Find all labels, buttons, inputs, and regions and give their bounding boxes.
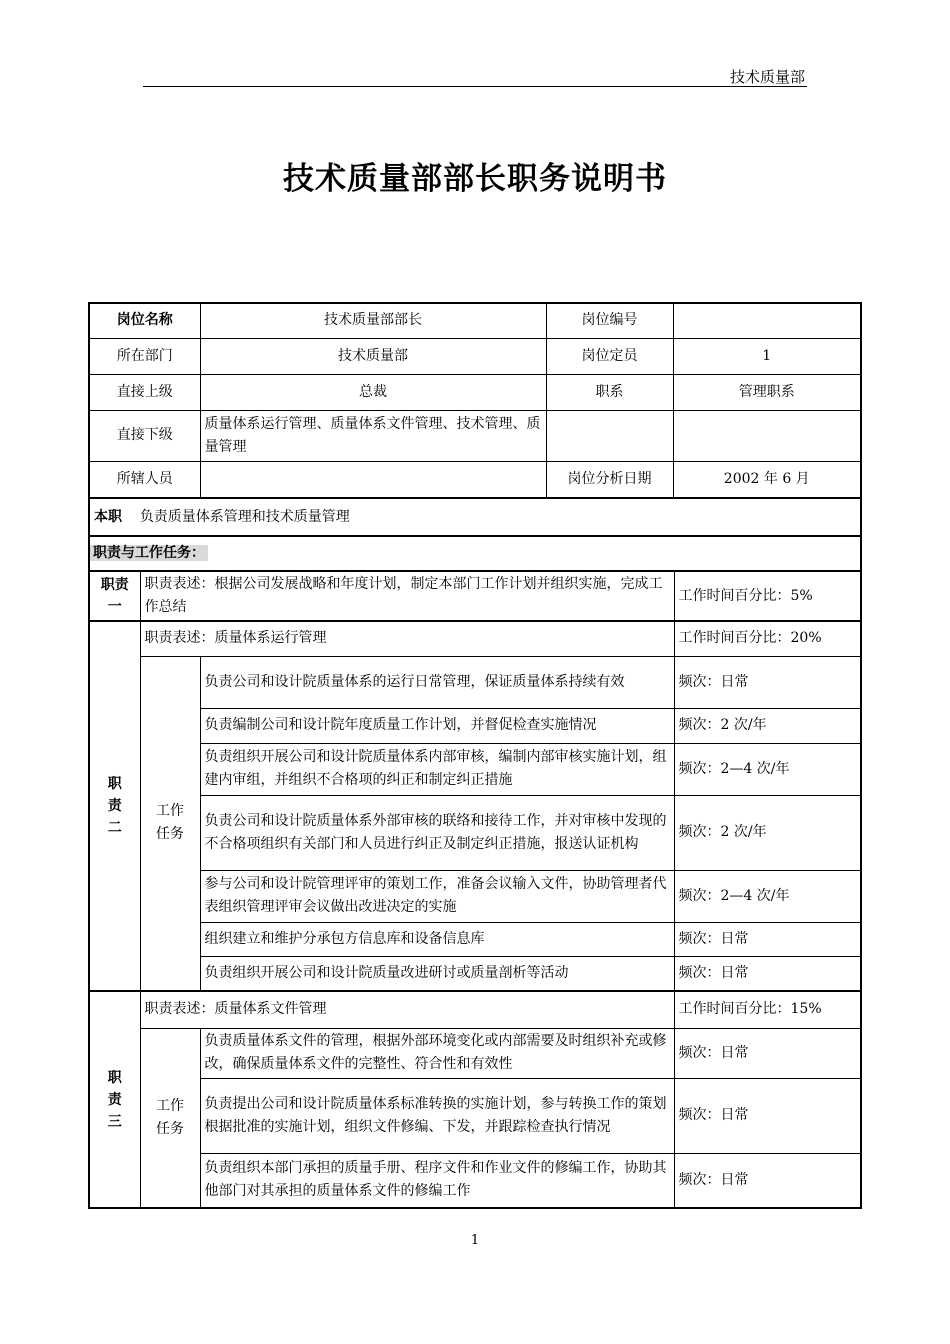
position-info-table [88,302,862,499]
header-rule [143,86,807,87]
blank-cell [673,410,861,461]
superior-value: 总裁 [200,374,546,410]
pos-name-value: 技术质量部部长 [200,303,546,338]
pos-code-label: 岗位编号 [546,303,673,338]
duty-1-pct: 工作时间百分比：5% [674,571,861,621]
core-duty-text: 负责质量体系管理和技术质量管理 [139,508,350,525]
task-text: 负责公司和设计院质量体系外部审核的联络和接待工作，并对审核中发现的不合格项组织有关部门和人员进行纠正及制定纠正措施，报送认证机构 [200,795,674,870]
document-title: 技术质量部部长职务说明书 [283,161,667,197]
duty-3-label: 职 责 三 [89,991,140,1208]
task-frequency: 频次：日常 [674,1028,861,1078]
core-duty-row [89,498,861,536]
superior-label: 直接上级 [89,374,200,410]
series-value: 管理职系 [673,374,861,410]
task-text: 负责公司和设计院质量体系的运行日常管理，保证质量体系持续有效 [200,656,674,708]
duty-3-desc: 职责表述：质量体系文件管理 [140,991,674,1028]
task-frequency: 频次：日常 [674,956,861,991]
task-text: 负责组织开展公司和设计院质量改进研讨或质量剖析等活动 [200,956,674,991]
duty-3-pct: 工作时间百分比：15% [674,991,861,1028]
task-frequency: 频次：日常 [674,1153,861,1208]
task-text: 负责编制公司和设计院年度质量工作计划，并督促检查实施情况 [200,708,674,743]
analysis-date-value: 2002 年 6 月 [673,461,861,498]
series-label: 职系 [546,374,673,410]
duty-1-desc: 职责表述：根据公司发展战略和年度计划，制定本部门工作计划并组织实施，完成工作总结 [140,571,674,621]
header-department: 技术质量部 [729,68,805,86]
task-text: 参与公司和设计院管理评审的策划工作，准备会议输入文件，协助管理者代表组织管理评审会议做出改进决定的实施 [200,870,674,922]
core-duty-label: 本职 [94,508,122,525]
staffing-label: 岗位定员 [546,338,673,374]
subordinate-label: 直接下级 [89,410,200,461]
task-frequency: 频次：2—4 次/年 [674,870,861,922]
task-frequency: 频次：日常 [674,656,861,708]
task-text: 负责组织开展公司和设计院质量体系内部审核，编制内部审核实施计划，组建内审组，并组织不合格项的纠正和制定纠正措施 [200,743,674,795]
duty-2-pct: 工作时间百分比：20% [674,621,861,656]
pos-name-label: 岗位名称 [89,303,200,338]
duties-section-title: 职责与工作任务： [90,545,208,561]
task-text: 组织建立和维护分承包方信息库和设备信息库 [200,922,674,956]
dept-value: 技术质量部 [200,338,546,374]
pos-code-value [673,303,861,338]
task-frequency: 频次：日常 [674,1078,861,1153]
task-frequency: 频次：2 次/年 [674,708,861,743]
task-frequency: 频次：2—4 次/年 [674,743,861,795]
task-text: 负责质量体系文件的管理，根据外部环境变化或内部需要及时组织补充或修改，确保质量体系文件的完整性、符合性和有效性 [200,1028,674,1078]
duties-table [88,497,862,1209]
dept-label: 所在部门 [89,338,200,374]
duty-2-label: 职 责 二 [89,621,140,991]
task-text: 负责提出公司和设计院质量体系标准转换的实施计划，参与转换工作的策划根据批准的实施计划，组织文件修编、下发，并跟踪检查执行情况 [200,1078,674,1153]
task-text: 负责组织本部门承担的质量手册、程序文件和作业文件的修编工作，协助其他部门对其承担的质量体系文件的修编工作 [200,1153,674,1208]
staff-value [200,461,546,498]
task-frequency: 频次：2 次/年 [674,795,861,870]
staffing-value: 1 [673,338,861,374]
subordinate-value: 质量体系运行管理、质量体系文件管理、技术管理、质量管理 [200,410,546,461]
duty-1-label: 职责 一 [89,571,140,621]
duty-2-desc: 职责表述：质量体系运行管理 [140,621,674,656]
duty-2-task-label: 工作 任务 [140,656,200,991]
page-number: 1 [470,1233,480,1248]
duty-3-task-label: 工作 任务 [140,1028,200,1208]
analysis-date-label: 岗位分析日期 [546,461,673,498]
staff-label: 所辖人员 [89,461,200,498]
task-frequency: 频次：日常 [674,922,861,956]
blank-cell [546,410,673,461]
